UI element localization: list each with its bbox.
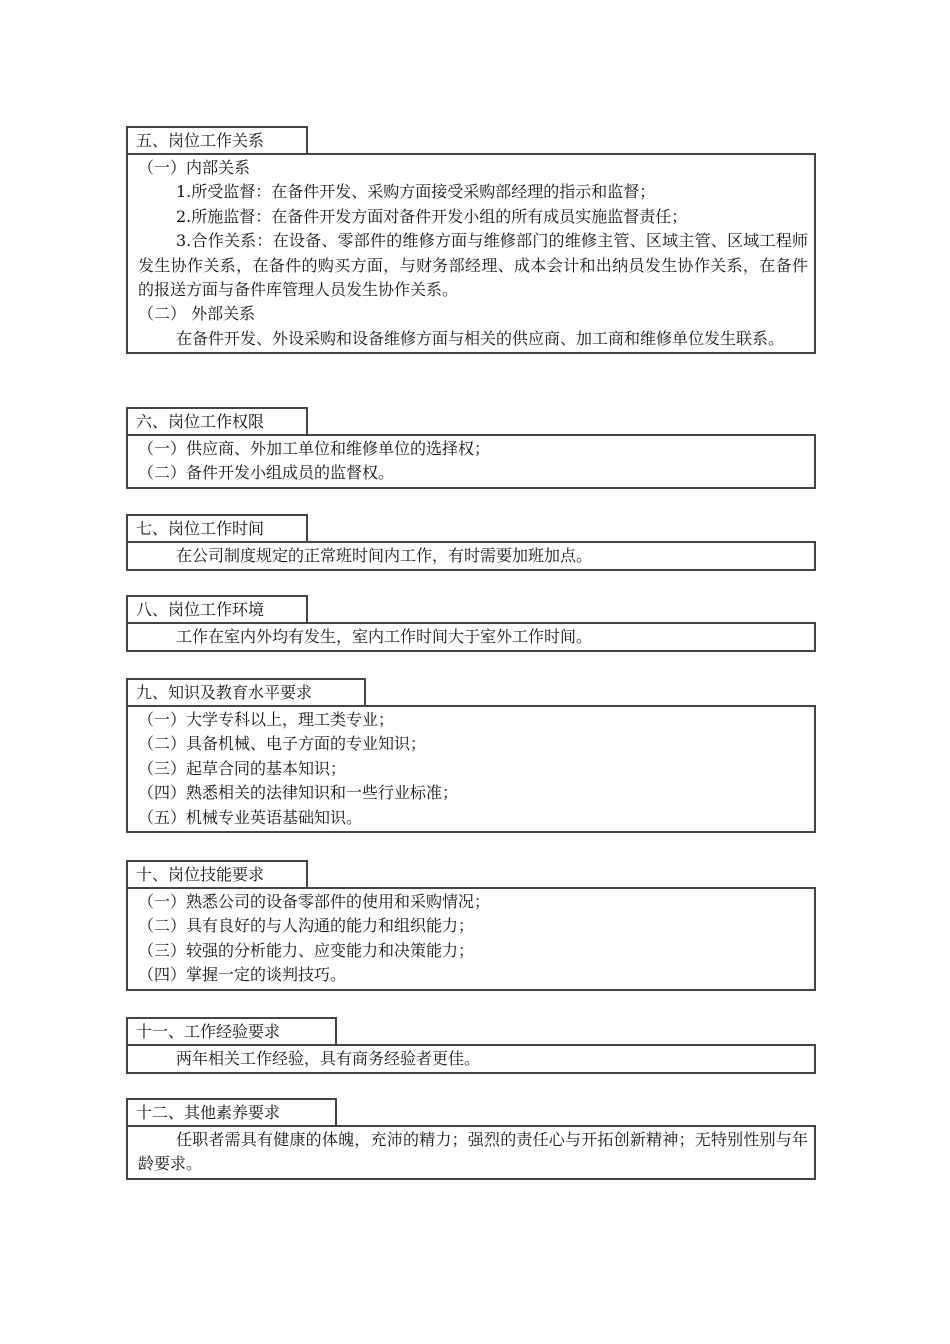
section-work-relations xyxy=(126,126,816,354)
list-item: （四）熟悉相关的法律知识和一些行业标准； xyxy=(138,783,459,803)
section-heading: 九、知识及教育水平要求 xyxy=(126,678,366,705)
section-work-environment xyxy=(126,595,816,652)
list-item: （三）起草合同的基本知识； xyxy=(138,758,347,778)
section-heading: 十、岗位技能要求 xyxy=(126,860,308,887)
section-body xyxy=(126,1125,816,1180)
section-heading: 七、岗位工作时间 xyxy=(126,514,308,541)
section-work-authority xyxy=(126,407,816,489)
list-item: （一）供应商、外加工单位和维修单位的选择权； xyxy=(138,439,491,458)
list-item: （二）具备机械、电子方面的专业知识； xyxy=(138,734,427,754)
section-body xyxy=(126,434,816,489)
section-heading: 十二、其他素养要求 xyxy=(126,1098,337,1125)
subheading-external: （二） 外部关系 xyxy=(138,304,256,324)
item-cooperation: 3.合作关系：在设备、零部件的维修方面与维修部门的维修主管、区域主管、区域工程师发生协作关系，在备件的购买方面，与财务部经理、成本会计和出纳员发生协作关系，在备件的报送方面与备件库管理人员发生协作关系。 xyxy=(138,231,808,300)
list-item: （一）熟悉公司的设备零部件的使用和采购情况； xyxy=(138,892,491,911)
section-text: 两年相关工作经验，具有商务经验者更佳。 xyxy=(176,1049,481,1068)
section-body xyxy=(126,153,816,354)
section-experience xyxy=(126,1017,816,1074)
section-text: 任职者需具有健康的体魄，充沛的精力；强烈的责任心与开拓创新精神；无特别性别与年龄要求。 xyxy=(138,1130,808,1174)
list-item: （一）大学专科以上，理工类专业； xyxy=(138,710,395,729)
section-other-qualities xyxy=(126,1098,816,1180)
section-body xyxy=(126,705,816,833)
subheading-internal: （一）内部关系 xyxy=(138,158,251,177)
section-skills xyxy=(126,860,816,991)
section-heading: 六、岗位工作权限 xyxy=(126,407,308,434)
list-item: （四）掌握一定的谈判技巧。 xyxy=(138,965,347,985)
section-body xyxy=(126,1044,816,1074)
section-education xyxy=(126,678,816,833)
section-text: 在公司制度规定的正常班时间内工作，有时需要加班加点。 xyxy=(176,546,593,565)
list-item: （五）机械专业英语基础知识。 xyxy=(138,807,363,827)
list-item: （二）具有良好的与人沟通的能力和组织能力； xyxy=(138,916,475,936)
section-heading: 五、岗位工作关系 xyxy=(126,126,308,153)
section-body xyxy=(126,622,816,652)
section-body xyxy=(126,541,816,571)
section-body xyxy=(126,887,816,991)
section-heading: 十一、工作经验要求 xyxy=(126,1017,337,1044)
item-supervised: 1.所受监督：在备件开发、采购方面接受采购部经理的指示和监督； xyxy=(176,182,656,202)
item-external: 在备件开发、外设采购和设备维修方面与相关的供应商、加工商和维修单位发生联系。 xyxy=(176,328,785,348)
list-item: （三）较强的分析能力、应变能力和决策能力； xyxy=(138,940,475,960)
section-text: 工作在室内外均有发生，室内工作时间大于室外工作时间。 xyxy=(176,627,593,646)
item-supervising: 2.所施监督：在备件开发方面对备件开发小组的所有成员实施监督责任； xyxy=(176,206,688,226)
list-item: （二）备件开发小组成员的监督权。 xyxy=(138,463,395,483)
section-work-time xyxy=(126,514,816,571)
section-heading: 八、岗位工作环境 xyxy=(126,595,308,622)
